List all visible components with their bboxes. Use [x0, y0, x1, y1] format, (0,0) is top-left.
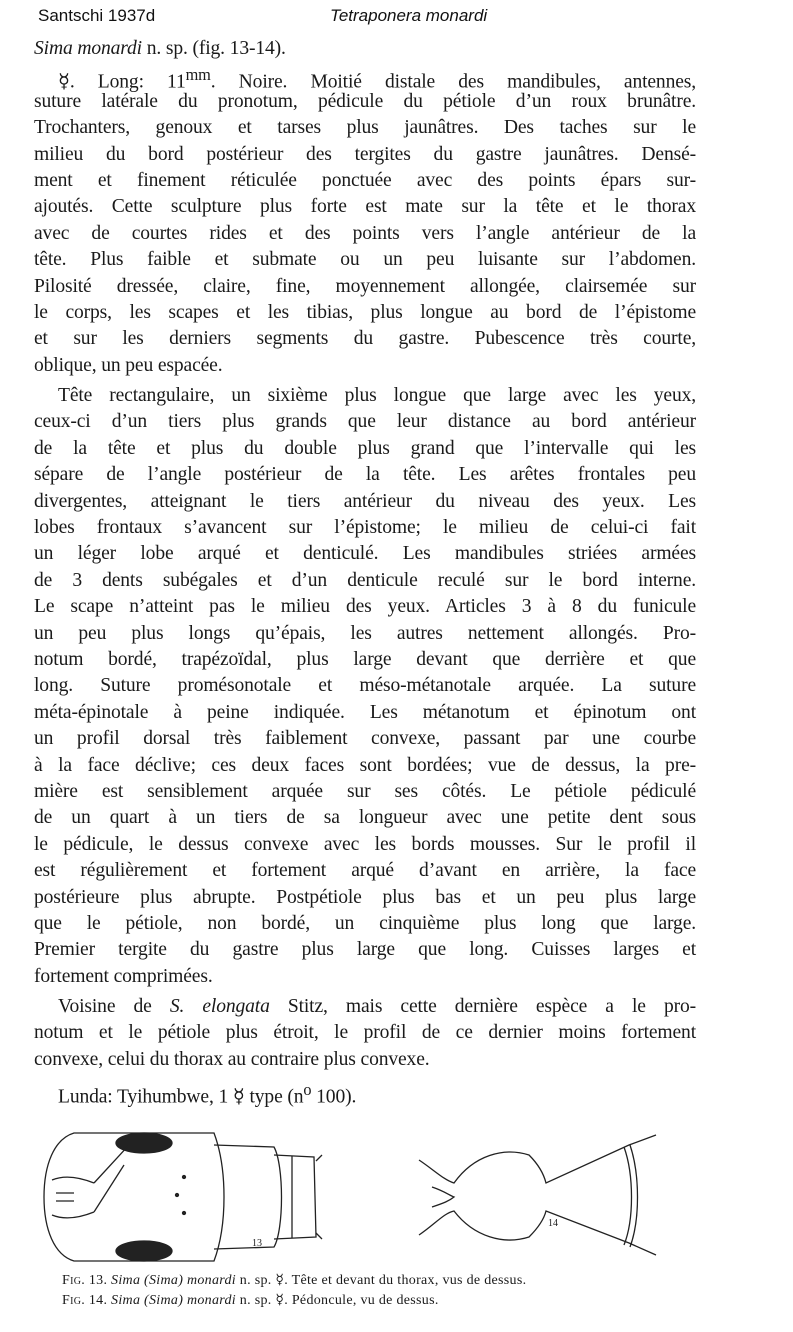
text-line: est régulièrement et fortement arqué d’avant en arrière, la face	[34, 860, 696, 882]
text-line: que le pétiole, non bordé, un cinquième plus long que large.	[34, 912, 696, 934]
text-line: sépare de l’angle postérieur de la tête. Les arêtes frontales peu	[34, 464, 696, 486]
text-line: divergentes, atteignant le tiers antérieur du niveau des yeux. Les	[34, 490, 696, 512]
text-line: et sur les derniers segments du gastre. Pubescence très courte,	[34, 328, 696, 350]
figure-13-number: 13	[252, 1238, 262, 1249]
text-line: milieu du bord postérieur des tergites du gastre jaunâtres. Densé-	[34, 143, 696, 165]
text-line: postérieure plus abrupte. Postpétiole plus bas et un peu plus large	[34, 886, 696, 908]
figure-14-number: 14	[548, 1218, 558, 1229]
text-line: convexe, celui du thorax au contraire plus convexe.	[34, 1048, 430, 1070]
text-line: le corps, les scapes et les tibias, plus longue au bord de l’épistome	[34, 301, 696, 323]
text-line: fortement comprimées.	[34, 965, 213, 987]
text-line: suture latérale du pronotum, pédicule du pétiole d’un roux brunâtre.	[34, 90, 696, 112]
text-line: Lunda: Tyihumbwe, 1 ☿ type ($n^o$ 100).	[58, 1080, 357, 1108]
text-line: de 3 dents subégales et d’un denticule reculé sur le bord interne.	[34, 569, 696, 591]
figure-13-head-thorax-drawing	[44, 1133, 322, 1261]
text-line: ajoutés. Cette sculpture plus forte est mate sur la tête et le thorax	[34, 196, 696, 218]
figures	[34, 1125, 734, 1270]
text-line: notum et le pétiole plus étroit, le profil de ce dernier moins fortement	[34, 1022, 696, 1044]
text-line: ment et finement réticulée ponctuée avec des points épars sur-	[34, 169, 696, 191]
figure-caption-13: Fig. 13. Sima (Sima) monardi n. sp. ☿. Tête et devant du thorax, vus de dessus.	[62, 1273, 527, 1288]
text-line: à la face déclive; ces deux faces sont bordées; vue de dessus, la pre-	[34, 754, 696, 776]
text-line: un léger lobe arqué et denticulé. Les mandibules striées armées	[34, 543, 696, 565]
text-line: lobes frontaux s’avancent sur l’épistome; le milieu de celui-ci fait	[34, 517, 696, 539]
text-line: de la tête et plus du double plus grand que l’intervalle qui les	[34, 437, 696, 459]
text-line: long. Suture promésonotale et méso-métanotale arquée. La suture	[34, 675, 696, 697]
text-line: le pédicule, le dessus convexe avec les bords mousses. Sur le profil il	[34, 833, 696, 855]
text-line: Premier tergite du gastre plus large que long. Cuisses larges et	[34, 939, 696, 961]
text-line: Trochanters, genoux et tarses plus jaunâtres. Des taches sur le	[34, 117, 696, 139]
text-line: avec de courtes rides et des points vers l’angle antérieur de la	[34, 222, 696, 244]
text-line: ceux-ci d’un tiers plus grands que leur distance au bord antérieur	[34, 411, 696, 433]
text-line: un profil dorsal très faiblement convexe, passant par une courbe	[34, 728, 696, 750]
text-line: tête. Plus faible et submate ou un peu luisante sur l’abdomen.	[34, 249, 696, 271]
text-line: mière est sensiblement arquée sur ses côtés. Le pétiole pédiculé	[34, 780, 696, 802]
species-description	[34, 36, 696, 1108]
text-line: notum bordé, trapézoïdal, plus large devant que derrière et que	[34, 648, 696, 670]
text-line: Voisine de S. elongata Stitz, mais cette dernière espèce a le pro-	[58, 996, 696, 1018]
text-line: de un quart à un tiers de sa longueur avec une petite dent sous	[34, 807, 696, 829]
figure-captions	[62, 1271, 526, 1311]
text-line: méta-épinotale à peine indiquée. Les métanotum et épinotum ont	[34, 701, 696, 723]
figure-14-pedicel-drawing	[419, 1135, 656, 1255]
text-line: Pilosité dressée, claire, fine, moyennement allongée, clairsemée sur	[34, 275, 696, 297]
text-line: oblique, un peu espacée.	[34, 354, 223, 376]
text-line: un peu plus longs qu’épais, les autres nettement allongés. Pro-	[34, 622, 696, 644]
text-line: ☿. Long: $11^{mm}$. Noire. Moitié distale des mandibules, antennes,	[58, 65, 696, 93]
figure-caption-14: Fig. 14. Sima (Sima) monardi n. sp. ☿. Pédoncule, vu de dessus.	[62, 1293, 439, 1308]
text-line: Le scape n’atteint pas le milieu des yeux. Articles 3 à 8 du funicule	[34, 596, 696, 618]
text-line: Sima monardi n. sp. (fig. 13-14).	[34, 38, 286, 59]
running-header-author: Santschi 1937d	[38, 6, 156, 25]
running-header-species: Tetraponera monardi	[330, 6, 488, 25]
text-line: Tête rectangulaire, un sixième plus longue que large avec les yeux,	[58, 385, 696, 407]
